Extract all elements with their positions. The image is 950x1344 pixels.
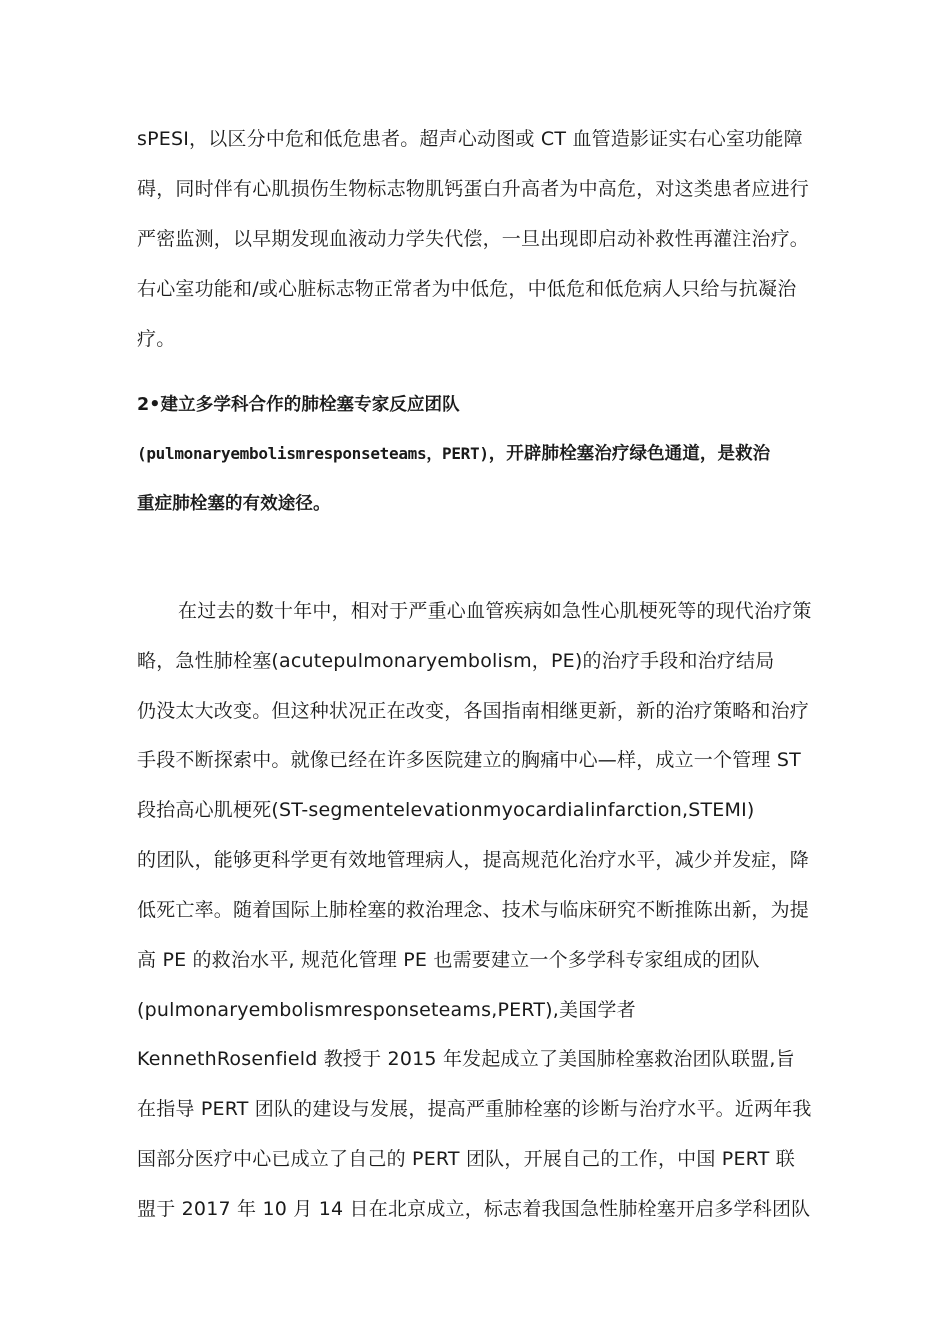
text-line: 手段不断探索中。就像已经在许多医院建立的胸痛中心—样，成立一个管理 ST [137, 749, 801, 771]
text-line: 右心室功能和/或心脏标志物正常者为中低危，中低危和低危病人只给与抗凝治 [137, 278, 797, 300]
heading-line: 2•建立多学科合作的肺栓塞专家反应团队 [137, 395, 460, 415]
text-line: (pulmonaryembolismresponseteams,PERT),美国学者 [137, 999, 636, 1021]
heading-line: 重症肺栓塞的有效途径。 [137, 494, 331, 514]
text-line: 严密监测，以早期发现血液动力学失代偿，一旦出现即启动补救性再灌注治疗。 [137, 228, 810, 250]
text-line: 的团队，能够更科学更有效地管理病人，提高规范化治疗水平，减少并发症，降 [137, 849, 810, 871]
text-line: 在指导 PERT 团队的建设与发展，提高严重肺栓塞的诊断与治疗水平。近两年我 [137, 1098, 812, 1120]
text-line: 仍没太大改变。但这种状况正在改变，各国指南相继更新，新的治疗策略和治疗 [137, 700, 810, 722]
text-line: 疗。 [137, 328, 176, 350]
text-line: 高 PE 的救治水平, 规范化管理 PE 也需要建立一个多学科专家组成的团队 [137, 949, 760, 971]
text-line: 在过去的数十年中，相对于严重心血管疾病如急性心肌梗死等的现代治疗策 [178, 600, 812, 622]
text-line: 国部分医疗中心已成立了自己的 PERT 团队，开展自己的工作，中国 PERT 联 [137, 1148, 795, 1170]
heading-line-continuation: ，开辟肺栓塞治疗绿色通道，是救治 [488, 444, 771, 464]
text-line: 略，急性肺栓塞(acutepulmonaryembolism，PE)的治疗手段和治疗结局 [137, 650, 775, 672]
heading-abbreviation: (pulmonaryembolismresponseteams，PERT) [137, 444, 489, 463]
text-line: 碍，同时伴有心肌损伤生物标志物肌钙蛋白升高者为中高危，对这类患者应进行 [137, 178, 810, 200]
text-line: KennethRosenfield 教授于 2015 年发起成立了美国肺栓塞救治团队联盟,旨 [137, 1048, 795, 1070]
text-line: 盟于 2017 年 10 月 14 日在北京成立，标志着我国急性肺栓塞开启多学科团队 [137, 1198, 811, 1220]
text-line: 段抬高心肌梗死(ST-segmentelevationmyocardialinfarction,STEMI) [137, 799, 755, 821]
text-line: sPESI，以区分中危和低危患者。超声心动图或 CT 血管造影证实右心室功能障 [137, 128, 803, 150]
heading-line [137, 441, 770, 467]
text-line: 低死亡率。随着国际上肺栓塞的救治理念、技术与临床研究不断推陈出新，为提 [137, 899, 810, 921]
